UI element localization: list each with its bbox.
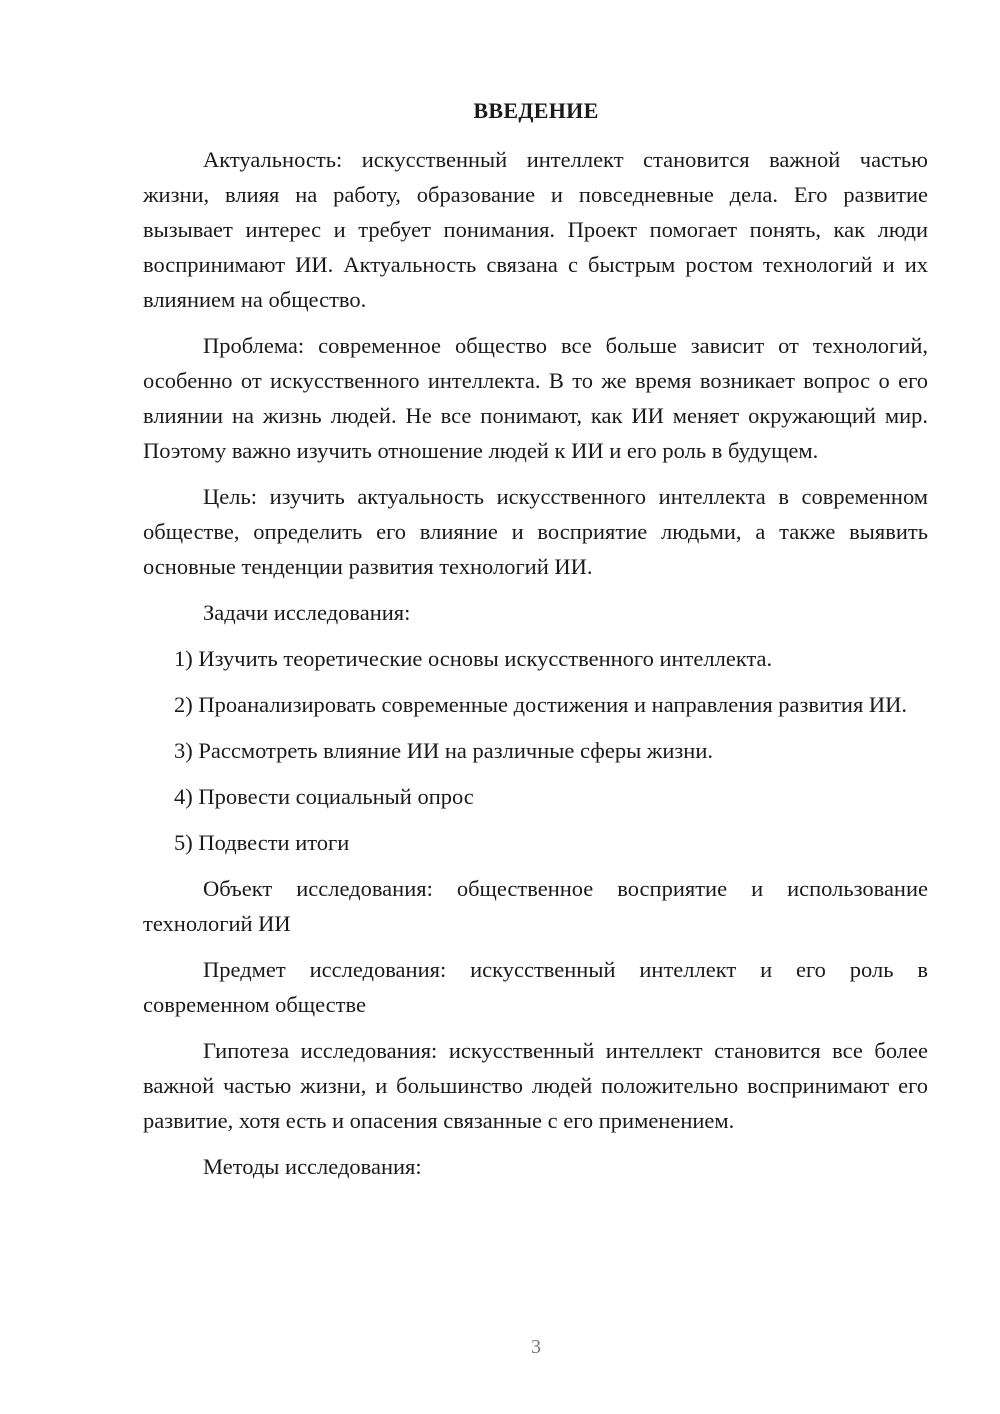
section-heading: ВВЕДЕНИЕ xyxy=(473,98,599,123)
paragraph-tasks-intro: Задачи исследования: xyxy=(203,600,411,625)
paragraph-relevance: Актуальность: искусственный интеллект становится важной частью жизни, влияя на работу, образование и повседневные дела. Его развитие вызывает интерес и требует понимания. Проект помогает понять, как люди воспринимают ИИ. Актуальность связана с быстрым ростом технологий и их влиянием на общество. xyxy=(143,147,928,312)
paragraph-subject: Предмет исследования: искусственный интеллект и его роль в современном обществе xyxy=(143,957,928,1017)
task-item: 3) Рассмотреть влияние ИИ на различные сферы жизни. xyxy=(174,738,713,763)
paragraph-object: Объект исследования: общественное восприятие и использование технологий ИИ xyxy=(143,876,928,936)
page-number: 3 xyxy=(531,1336,541,1358)
body-text xyxy=(143,142,928,1195)
task-item: 5) Подвести итоги xyxy=(174,830,350,855)
paragraph-hypothesis: Гипотеза исследования: искусственный интеллект становится все более важной частью жизни, и большинство людей положительно воспринимают его развитие, хотя есть и опасения связанные с его применением. xyxy=(143,1038,928,1133)
task-item: 2) Проанализировать современные достижения и направления развития ИИ. xyxy=(174,692,908,717)
paragraph-problem: Проблема: современное общество все больше зависит от технологий, особенно от искусственного интеллекта. В то же время возникает вопрос о его влиянии на жизнь людей. Не все понимают, как ИИ меняет окружающий мир. Поэтому важно изучить отношение людей к ИИ и его роль в будущем. xyxy=(143,333,928,463)
task-item: 4) Провести социальный опрос xyxy=(174,784,474,809)
paragraph-methods: Методы исследования: xyxy=(203,1154,422,1179)
task-item: 1) Изучить теоретические основы искусственного интеллекта. xyxy=(174,646,773,671)
paragraph-goal: Цель: изучить актуальность искусственного интеллекта в современном обществе, определить его влияние и восприятие людьми, а также выявить основные тенденции развития технологий ИИ. xyxy=(143,484,928,579)
